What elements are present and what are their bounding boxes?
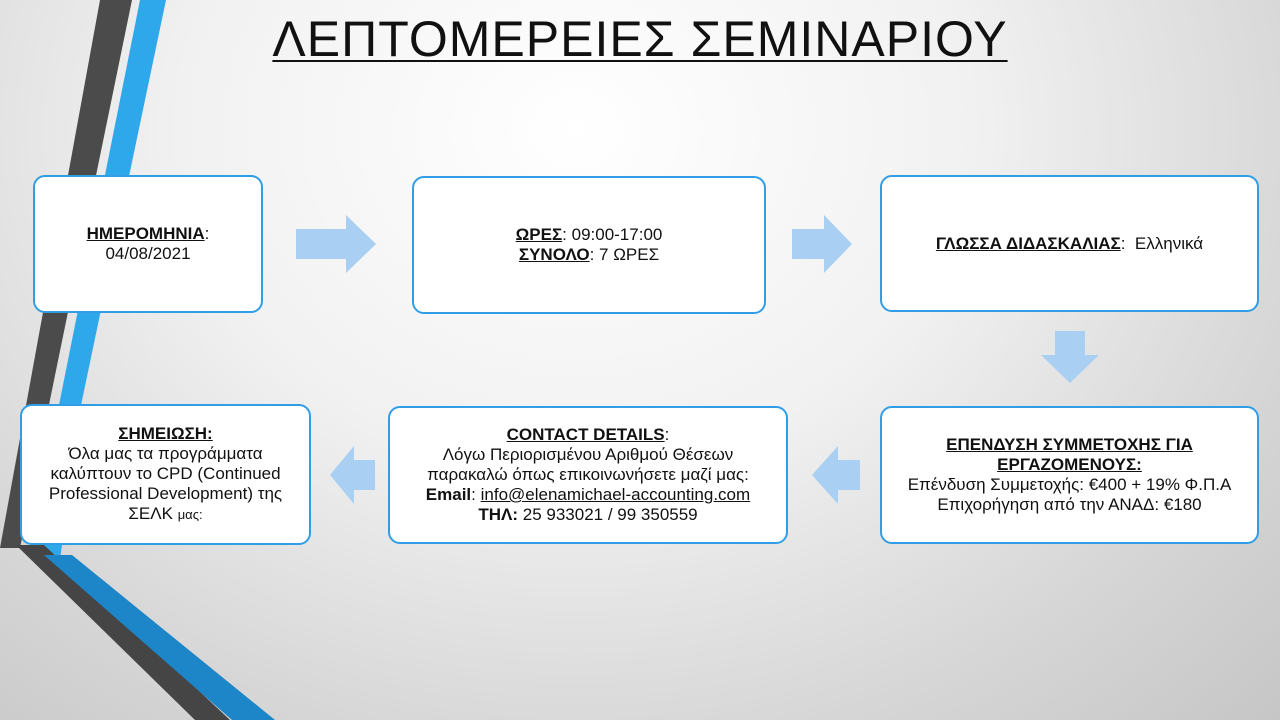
note-line-2: καλύπτουν το CPD (Continued bbox=[50, 464, 281, 483]
note-line-4-small: μας: bbox=[177, 507, 203, 522]
contact-line-2: παρακαλώ όπως επικοινωνήσετε μαζί μας: bbox=[427, 465, 749, 484]
note-box bbox=[20, 404, 311, 545]
date-box: ΗΜΕΡΟΜΗΝΙΑ: 04/08/2021 bbox=[33, 175, 263, 313]
contact-line-1: Λόγω Περιορισμένου Αριθμού Θέσεων bbox=[442, 445, 734, 464]
total-value: 7 ΩΡΕΣ bbox=[599, 245, 660, 264]
contact-label: CONTACT DETAILS bbox=[506, 425, 665, 444]
arrow-right-2 bbox=[792, 215, 852, 273]
note-line-3: Professional Development) της bbox=[48, 484, 283, 503]
note-line-4: ΣΕΛΚ bbox=[128, 504, 173, 523]
arrow-left-1 bbox=[812, 446, 860, 504]
email-label: Email bbox=[425, 485, 472, 504]
arrow-left-2 bbox=[330, 446, 375, 504]
investment-line-1: Επένδυση Συμμετοχής: €400 + 19% Φ.Π.Α bbox=[907, 475, 1232, 494]
page-title: ΛΕΠΤΟΜΕΡΕΙΕΣ ΣΕΜΙΝΑΡΙΟΥ bbox=[272, 11, 1008, 67]
stripe-dark-lower bbox=[16, 545, 230, 720]
investment-label: ΕΠΕΝΔΥΣΗ ΣΥΜΜΕΤΟΧΗΣ ΓΙΑ ΕΡΓΑΖΟΜΕΝΟΥΣ: bbox=[946, 435, 1193, 474]
note-label: ΣΗΜΕΙΩΣΗ: bbox=[118, 424, 213, 443]
arrow-right-1 bbox=[296, 215, 376, 273]
arrow-down bbox=[1041, 331, 1099, 383]
phone-label: ΤΗΛ: bbox=[478, 505, 519, 524]
total-label: ΣΥΝΟΛΟ bbox=[518, 245, 590, 264]
email-link[interactable]: info@elenamichael-accounting.com bbox=[480, 485, 751, 504]
hours-value: 09:00-17:00 bbox=[571, 225, 663, 244]
investment-line-2: Επιχορήγηση από την ΑΝΑΔ: €180 bbox=[937, 495, 1202, 514]
contact-box: CONTACT DETAILS: Λόγω Περιορισμένου Αριθμού Θέσεων παρακαλώ όπως επικοινωνήσετε μαζί μας: Email: info@elenamichael-accounting.com ΤΗΛ: 25 933021 / 99 350559 bbox=[388, 406, 788, 544]
date-label: ΗΜΕΡΟΜΗΝΙΑ bbox=[86, 224, 205, 243]
phone-value: 25 933021 / 99 350559 bbox=[522, 505, 698, 524]
language-label: ΓΛΩΣΣΑ ΔΙΔΑΣΚΑΛΙΑΣ bbox=[935, 233, 1121, 253]
hours-label: ΩΡΕΣ bbox=[515, 225, 563, 244]
date-value: 04/08/2021 bbox=[105, 244, 191, 263]
investment-box bbox=[880, 406, 1259, 544]
hours-box: ΩΡΕΣ: 09:00-17:00 ΣΥΝΟΛΟ: 7 ΩΡΕΣ bbox=[412, 176, 766, 314]
stripe-blue-lower bbox=[44, 555, 275, 720]
note-line-1: Όλα μας τα προγράμματα bbox=[68, 444, 263, 463]
language-box: ΓΛΩΣΣΑ ΔΙΔΑΣΚΑΛΙΑΣ: Ελληνικά bbox=[880, 175, 1259, 312]
language-value: Ελληνικά bbox=[1134, 233, 1204, 253]
